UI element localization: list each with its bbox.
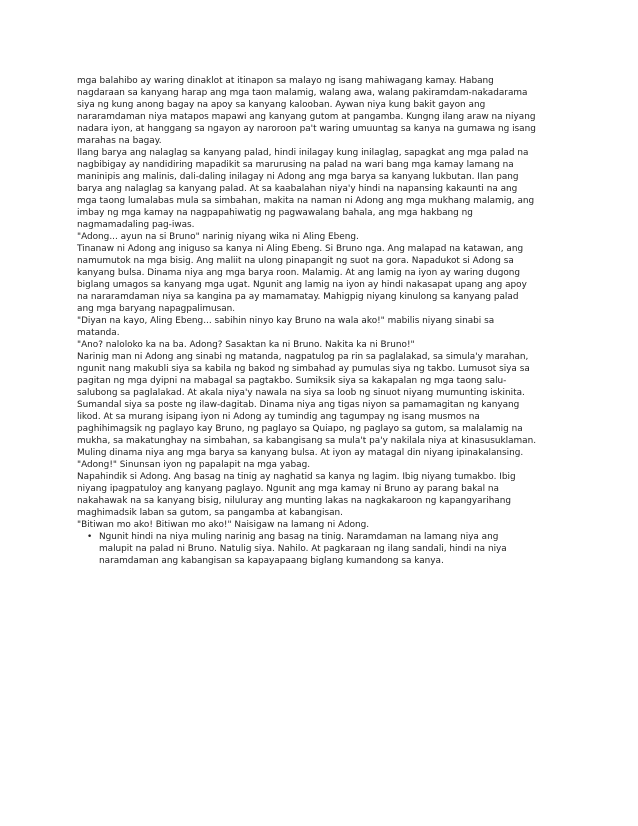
text-line: mga taong lumalabas mula sa simbahan, makita na naman ni Adong ang mga mukhang malamig, ang [77,196,535,206]
text-line: "Ano? naloloko ka na ba. Adong? Sasaktan ka ni Bruno. Nakita ka ni Bruno!" [77,340,415,350]
text-line: mukha, sa makatunghay na simbahan, sa kabangisang sa mula't pa'y nakilala niya at kinasusuklaman. [77,436,537,446]
text-line: mga balahibo ay waring dinaklot at itinapon sa malayo ng isang mahiwagang kamay. Habang [77,76,494,86]
text-line: na nararamdaman niya sa kangina pa ay mamamatay. Mahigpig niyang kinulong sa kanyang palad [77,292,519,302]
bullet-item-line [77,531,561,543]
bullet-text: malupit na palad ni Bruno. Natulig siya. Nahilo. At pagkaraan ng ilang sandali, hindi na niya [99,544,507,554]
bullet-text: Ngunit hindi na niya muling narinig ang basag na tinig. Naramdaman na lamang niya ang [99,532,499,542]
text-line: nararamdaman niya matapos mapawi ang kanyang gutom at pangamba. Kungng ilang araw na niyang [77,112,536,122]
text-line: kanyang bulsa. Dinama niya ang mga barya roon. Malamig. At ang lamig na iyon ay waring dugong [77,268,521,278]
text-line: Napahindik si Adong. Ang basag na tinig ay naghatid sa kanya ng lagim. Ibig niyang tumakbo. Ibig [77,472,516,482]
bullet-item-line [77,543,561,555]
text-line: Tinanaw ni Adong ang iniguso sa kanya ni Aling Ebeng. Si Bruno nga. Ang malapad na katawan, ang [77,244,524,254]
text-line: nagdaraan sa kanyang harap ang mga taon malamig, walang awa, walang pakiramdam-nakadarama [77,88,528,98]
text-line: "Bitiwan mo ako! Bitiwan mo ako!" Naisigaw na lamang ni Adong. [77,520,370,530]
text-line: nagbibigay ay nandidiring mapadikit sa marurusing na palad na wari bang mga kamay lamang na [77,160,514,170]
text-line: siya ng kung anong bagay na apoy sa kanyang kalooban. Aywan niya kung bakit gayon ang [77,100,486,110]
text-line: niyang ipagpatuloy ang kanyang paglayo. Ngunit ang mga kamay ni Bruno ay parang bakal na [77,484,499,494]
text-line: barya ang nalaglag sa kanyang palad. At sa kaabalahan niya'y hindi na napansing kakaunti na ang [77,184,518,194]
text-line: Ilang barya ang nalaglag sa kanyang palad, hindi inilagay kung inilaglag, sapagkat ang mga palad na [77,148,529,158]
document-page [77,75,561,567]
text-line: imbay ng mga kamay na nagpapahiwatig ng pagwawalang bahala, ang mga hakbang ng [77,208,473,218]
text-line: Narinig man ni Adong ang sinabi ng matanda, nagpatulog pa rin sa paglalakad, sa simula'y marahan, [77,352,529,362]
text-line: biglang umagos sa kanyang mga ugat. Ngunit ang lamig na iyon ay hindi nakasapat upang ang apoy [77,280,527,290]
bullet-icon: • [87,532,93,542]
text-line: salubong sa paglalakad. At akala niya'y nawala na siya sa loob ng sinuot niyang mumunting iskinita. [77,388,525,398]
text-line: pagitan ng mga dyipni na mabagal sa pagtakbo. Sumiksik siya sa kakapalan ng mga taong salu- [77,376,507,386]
text-line: "Adong!" Sinunsan iyon ng papalapit na mga yabag. [77,460,311,470]
text-line: ang mga baryang napagpalimusan. [77,304,236,314]
text-line: marahas na bagay. [77,136,162,146]
text-line: "Diyan na kayo, Aling Ebeng... sabihin ninyo kay Bruno na wala ako!" mabilis niyang sinabi sa [77,316,495,326]
text-line: likod. At sa murang isipang iyon ni Adong ay tumindig ang tagumpay ng isang musmos na [77,412,480,422]
text-line: Sumandal siya sa poste ng ilaw-dagitab. Dinama niya ang tigas niyon sa pamamagitan ng kanyang [77,400,520,410]
text-line: nakahawak na sa kanyang bisig, niluluray ang munting lakas na nagkakaroon ng kapangyarihang [77,496,512,506]
text-line: maninipis ang malinis, dali-daling inilagay ni Adong ang mga barya sa kanyang lukbutan. Ilan pang [77,172,519,182]
bullet-text: naramdaman ang kabangisan sa kapayapaang biglang kumandong sa kanya. [99,556,444,566]
bullet-list [77,531,561,567]
text-line: namumutok na mga bisig. Ang maliit na ulong pinapangit ng suot na gora. Napadukot si Adong sa [77,256,514,266]
bullet-item-line [77,555,561,567]
text-line: nagmamadaling pag-iwas. [77,220,195,230]
text-line: Muling dinama niya ang mga barya sa kanyang bulsa. At iyon ay matagal din niyang ipinakalansing. [77,448,524,458]
text-line: paghihimagsik ng paglayo kay Bruno, ng paglayo sa Quiapo, ng paglayo sa gutom, sa malalamig na [77,424,523,434]
text-line: nadara iyon, at hanggang sa ngayon ay naroroon pa't waring umuuntag sa kanya na gumawa ng isang [77,124,536,134]
text-line: ngunit nang makubli siya sa kabila ng bakod ng simbahad ay pumulas siya ng takbo. Lumusot siya sa [77,364,530,374]
text-line: "Adong... ayun na si Bruno" narinig niyang wika ni Aling Ebeng. [77,232,359,242]
text-line: maghimadsik laban sa gutom, sa pangamba at kabangisan. [77,508,343,518]
text-line: matanda. [77,328,120,338]
story-text [77,75,561,531]
